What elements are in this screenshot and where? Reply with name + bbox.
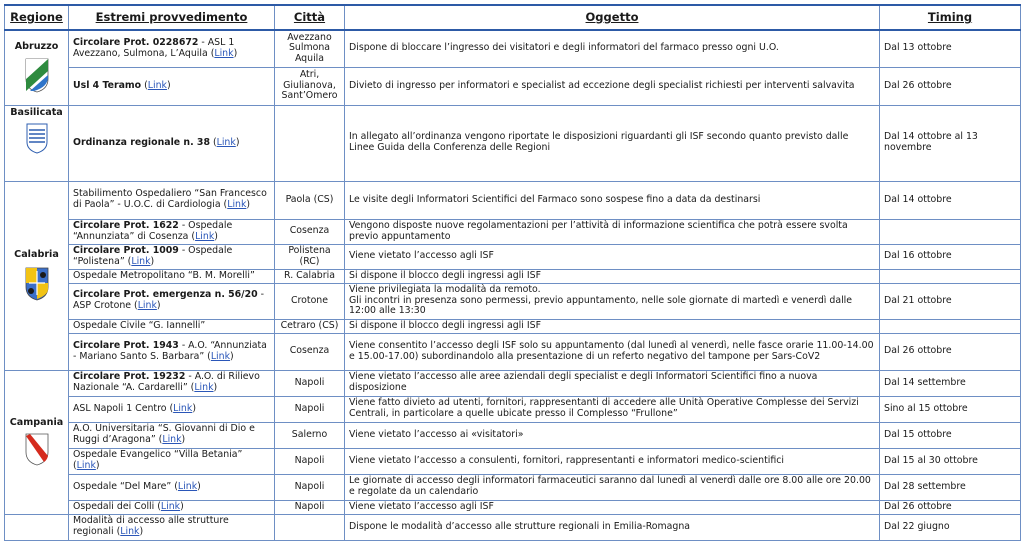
city-cell: Napoli — [275, 396, 345, 422]
table-row — [5, 500, 1021, 514]
region-cell-calabria — [5, 181, 69, 370]
city-cell — [275, 105, 345, 181]
oggetto-cell: Viene consentito l’accesso degli ISF solo su appuntamento (dal lunedì al venerdì, nelle fasce orarie 11.00-14.00 e 15.00-17.00) subordinandolo alla presentazione di un referto negativo del tampone per Sars-CoV2 — [345, 333, 880, 370]
oggetto-cell: Viene vietato l’accesso a consulenti, fornitori, rappresentanti e informatori medico-scientifici — [345, 448, 880, 474]
region-cell-campania — [5, 370, 69, 514]
estremi-cell: Ordinanza regionale n. 38 (Link) — [69, 105, 275, 181]
timing-cell: Dal 26 ottobre — [880, 67, 1021, 105]
link[interactable]: Link — [120, 526, 140, 537]
estremi-cell: Circolare Prot. 0228672 - ASL 1 Avezzano, Sulmona, L’Aquila (Link) — [69, 30, 275, 67]
region-cell-basilicata — [5, 105, 69, 181]
timing-cell — [880, 319, 1021, 333]
header-oggetto: Oggetto — [345, 5, 880, 30]
estremi-cell: Ospedale Evangelico “Villa Betania” (Link) — [69, 448, 275, 474]
table-row — [5, 244, 1021, 269]
timing-cell: Sino al 15 ottobre — [880, 396, 1021, 422]
timing-cell: Dal 14 ottobre al 13 novembre — [880, 105, 1021, 181]
timing-cell — [880, 269, 1021, 283]
header-regione: Regione — [5, 5, 69, 30]
city-cell: Crotone — [275, 283, 345, 319]
timing-cell — [880, 219, 1021, 244]
oggetto-cell: Vengono disposte nuove regolamentazioni per l’attività di informazione scientifica che potrà essere svolta previo appuntamento — [345, 219, 880, 244]
link[interactable]: Link — [177, 480, 198, 492]
timing-cell: Dal 15 ottobre — [880, 422, 1021, 448]
table-row — [5, 283, 1021, 319]
city-cell: Napoli — [275, 500, 345, 514]
city-cell: Polistena (RC) — [275, 244, 345, 269]
region-name: Campania — [9, 416, 64, 428]
timing-cell: Dal 16 ottobre — [880, 244, 1021, 269]
timing-cell: Dal 28 settembre — [880, 474, 1021, 500]
timing-cell: Dal 26 ottobre — [880, 333, 1021, 370]
table-row — [5, 370, 1021, 396]
estremi-cell: Circolare Prot. emergenza n. 56/20 - ASP Crotone (Link) — [69, 283, 275, 319]
city-cell: Paola (CS) — [275, 181, 345, 219]
timing-cell: Dal 26 ottobre — [880, 500, 1021, 514]
estremi-cell: Circolare Prot. 1622 - Ospedale “Annunziata” di Cosenza (Link) — [69, 219, 275, 244]
link[interactable]: Link — [131, 255, 151, 267]
region-name: Calabria — [14, 249, 59, 261]
oggetto-cell: Le giornate di accesso degli informatori farmaceutici saranno dal lunedì al venerdì dalle ore 8.00 alle ore 20.00 e regolate da un calendario — [345, 474, 880, 500]
link[interactable]: Link — [194, 382, 214, 393]
estremi-cell: Usl 4 Teramo (Link) — [69, 67, 275, 105]
oggetto-cell: Viene fatto divieto ad utenti, fornitori, rappresentanti di accedere alle Unità Operative Complesse dei Servizi Centrali, in particolare a quelle ubicate presso il Complesso “Frullone” — [345, 396, 880, 422]
estremi-cell: Ospedale “Del Mare” (Link) — [69, 474, 275, 500]
link[interactable]: Link — [210, 350, 231, 362]
abruzzo-crest-icon — [24, 57, 50, 93]
link[interactable]: Link — [216, 136, 236, 148]
table-row — [5, 219, 1021, 244]
table-row — [5, 269, 1021, 283]
oggetto-cell: Dispone di bloccare l’ingresso dei visitatori e degli informatori del farmaco presso ogni U.O. — [345, 30, 880, 67]
oggetto-cell: Le visite degli Informatori Scientifici del Farmaco sono sospese fino a data da destinarsi — [345, 181, 880, 219]
timing-cell: Dal 22 giugno — [880, 514, 1021, 540]
timing-cell: Dal 14 ottobre — [880, 181, 1021, 219]
timing-cell: Dal 21 ottobre — [880, 283, 1021, 319]
timing-cell: Dal 14 settembre — [880, 370, 1021, 396]
oggetto-cell: Viene vietato l’accesso ai «visitatori» — [345, 422, 880, 448]
link[interactable]: Link — [173, 402, 193, 414]
provvedimenti-table — [4, 4, 1021, 541]
table-row — [5, 181, 1021, 219]
table-row — [5, 105, 1021, 181]
oggetto-cell: Viene vietato l’accesso alle aree aziendali degli specialist e degli Informatori Scientifici fino a nuova disposizione — [345, 370, 880, 396]
link[interactable]: Link — [227, 199, 247, 210]
header-timing: Timing — [880, 5, 1021, 30]
estremi-cell: Circolare Prot. 1943 - A.O. “Annunziata - Mariano Santo S. Barbara” (Link) — [69, 333, 275, 370]
basilicata-crest-icon — [25, 122, 49, 154]
city-cell: Napoli — [275, 370, 345, 396]
oggetto-cell: Si dispone il blocco degli ingressi agli ISF — [345, 269, 880, 283]
region-cell-abruzzo — [5, 30, 69, 105]
city-cell — [275, 514, 345, 540]
region-cell-emilia-romagna — [5, 514, 69, 540]
city-cell: Avezzano Sulmona Aquila — [275, 30, 345, 67]
table-row — [5, 474, 1021, 500]
campania-crest-icon — [24, 432, 50, 466]
city-cell: Salerno — [275, 422, 345, 448]
link[interactable]: Link — [160, 500, 181, 512]
estremi-cell: Modalità di accesso alle strutture regionali (Link) — [69, 514, 275, 540]
city-cell: Cosenza — [275, 333, 345, 370]
link[interactable]: Link — [147, 79, 167, 91]
oggetto-cell: Viene vietato l’accesso agli ISF — [345, 244, 880, 269]
link[interactable]: Link — [162, 434, 182, 445]
estremi-cell: Ospedale Metropolitano “B. M. Morelli” — [69, 269, 275, 283]
estremi-cell: Ospedale Civile “G. Iannelli” — [69, 319, 275, 333]
city-cell: Cosenza — [275, 219, 345, 244]
timing-cell: Dal 13 ottobre — [880, 30, 1021, 67]
table-row — [5, 448, 1021, 474]
estremi-cell: Stabilimento Ospedaliero “San Francesco di Paola” - U.O.C. di Cardiologia (Link) — [69, 181, 275, 219]
table-row — [5, 30, 1021, 67]
oggetto-cell: Divieto di ingresso per informatori e specialist ad eccezione degli specialist richiesti per interventi salvavita — [345, 67, 880, 105]
estremi-cell: Ospedali dei Colli (Link) — [69, 500, 275, 514]
region-name: Basilicata — [10, 106, 63, 118]
table-row — [5, 514, 1021, 540]
estremi-cell: Circolare Prot. 1009 - Ospedale “Polistena” (Link) — [69, 244, 275, 269]
header-estremi: Estremi provvedimento — [69, 5, 275, 30]
city-cell: R. Calabria — [275, 269, 345, 283]
oggetto-cell: Viene vietato l’accesso agli ISF — [345, 500, 880, 514]
link[interactable]: Link — [195, 230, 215, 242]
oggetto-cell: Viene privilegiata la modalità da remoto. Gli incontri in presenza sono permessi, previo appuntamento, nelle sole giornate di martedì e venerdì dalle 12:00 alle 13:30 — [345, 283, 880, 319]
link[interactable]: Link — [137, 300, 157, 311]
header-row — [5, 5, 1021, 30]
table-row — [5, 319, 1021, 333]
oggetto-cell: Si dispone il blocco degli ingressi agli ISF — [345, 319, 880, 333]
header-citta: Città — [275, 5, 345, 30]
timing-cell: Dal 15 al 30 ottobre — [880, 448, 1021, 474]
oggetto-cell: Dispone le modalità d’accesso alle strutture regionali in Emilia-Romagna — [345, 514, 880, 540]
calabria-crest-icon — [23, 265, 51, 301]
table-row — [5, 396, 1021, 422]
table-row — [5, 67, 1021, 105]
estremi-cell: A.O. Universitaria “S. Giovanni di Dio e Ruggi d’Aragona” (Link) — [69, 422, 275, 448]
city-cell: Cetraro (CS) — [275, 319, 345, 333]
link[interactable]: Link — [76, 460, 96, 471]
city-cell: Napoli — [275, 448, 345, 474]
oggetto-cell: In allegato all’ordinanza vengono riportate le disposizioni riguardanti gli ISF secondo quanto previsto dalle Linee Guida della Conferenza delle Regioni — [345, 105, 880, 181]
table-row — [5, 333, 1021, 370]
estremi-cell: ASL Napoli 1 Centro (Link) — [69, 396, 275, 422]
city-cell: Napoli — [275, 474, 345, 500]
table-row — [5, 422, 1021, 448]
link[interactable]: Link — [214, 47, 234, 59]
estremi-cell: Circolare Prot. 19232 - A.O. di Rilievo Nazionale “A. Cardarelli” (Link) — [69, 370, 275, 396]
city-cell: Atri, Giulianova, Sant’Omero — [275, 67, 345, 105]
region-name: Abruzzo — [14, 41, 59, 53]
